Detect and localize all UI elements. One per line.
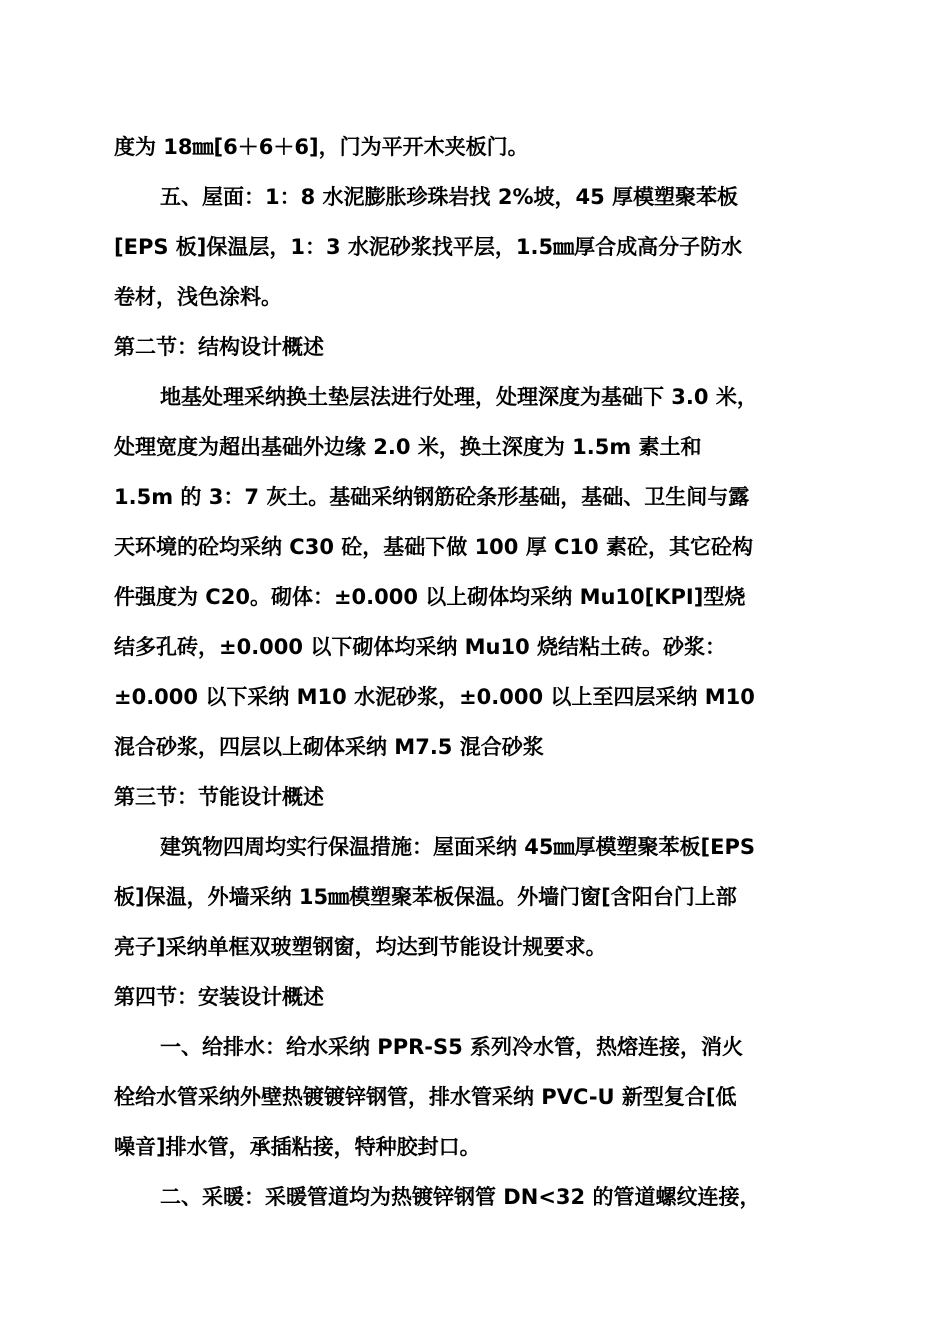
section-heading-installation: 第四节：安装设计概述 [114, 985, 324, 1009]
text-line: 建筑物四周均实行保温措施：屋面采纳 45㎜厚模塑聚苯板[EPS [160, 835, 755, 859]
text-line: 栓给水管采纳外壁热镀镀锌钢管，排水管采纳 PVC-U 新型复合[低 [114, 1085, 737, 1109]
text-line: 板]保温，外墙采纳 15㎜模塑聚苯板保温。外墙门窗[含阳台门上部 [114, 885, 737, 909]
text-line: 结多孔砖，±0.000 以下砌体均采纳 Mu10 烧结粘土砖。砂浆： [114, 635, 727, 659]
section-heading-structure: 第二节：结构设计概述 [114, 335, 324, 359]
text-line: ±0.000 以下采纳 M10 水泥砂浆，±0.000 以上至四层采纳 M10 [114, 685, 755, 709]
text-line: 噪音]排水管，承插粘接，特种胶封口。 [114, 1135, 481, 1159]
text-line: 卷材，浅色涂料。 [114, 285, 282, 309]
text-line: 1.5m 的 3：7 灰土。基础采纳钢筋砼条形基础，基础、卫生间与露 [114, 485, 750, 509]
text-line: 地基处理采纳换土垫层法进行处理，处理深度为基础下 3.0 米， [160, 385, 758, 409]
text-line: 亮子]采纳单框双玻塑钢窗，均达到节能设计规要求。 [114, 935, 607, 959]
document-page [114, 122, 838, 1222]
text-line: 二、采暖：采暖管道均为热镀锌钢管 DN<32 的管道螺纹连接， [160, 1185, 761, 1209]
text-line: 混合砂浆，四层以上砌体采纳 M7.5 混合砂浆 [114, 735, 544, 759]
text-line: 一、给排水：给水采纳 PPR-S5 系列冷水管，热熔连接，消火 [160, 1035, 744, 1059]
text-line: 度为 18㎜[6＋6＋6]，门为平开木夹板门。 [114, 135, 529, 159]
text-line: [EPS 板]保温层，1：3 水泥砂浆找平层，1.5㎜厚合成高分子防水 [114, 235, 743, 259]
section-heading-energy: 第三节：节能设计概述 [114, 785, 324, 809]
text-line: 处理宽度为超出基础外边缘 2.0 米，换土深度为 1.5m 素土和 [114, 435, 702, 459]
section-roof-line: 五、屋面：1：8 水泥膨胀珍珠岩找 2%坡，45 厚模塑聚苯板 [160, 185, 739, 209]
text-line: 天环境的砼均采纳 C30 砼，基础下做 100 厚 C10 素砼，其它砼构 [114, 535, 753, 559]
text-line: 件强度为 C20。砌体：±0.000 以上砌体均采纳 Mu10[KPI]型烧 [114, 585, 746, 609]
